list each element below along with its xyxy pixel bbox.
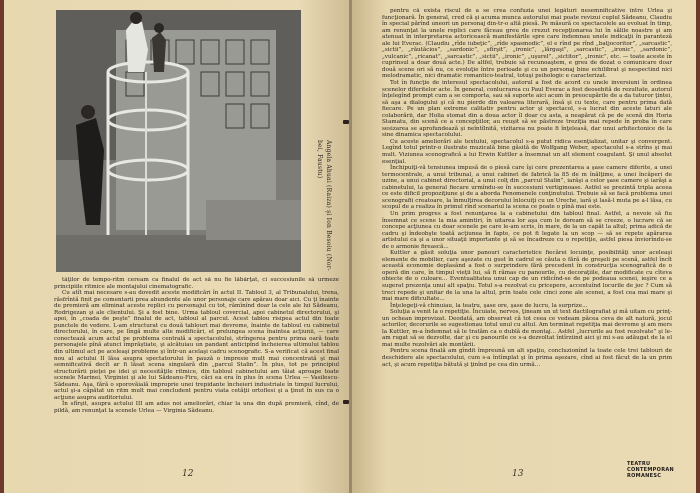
book-spread bbox=[4, 0, 696, 493]
paragraph: Kuttler a găsit soluţia unor panouri caracteristice fiecărei locuinţe, posibilităţi unor aceleaşi elemente de mobilier, care aşezate cu gust în cadrul se căuta o fără de greşeli pe scenă, astfel încît această economie deplasând a fost o surprindere fără precedent în construcţia scenografică de o operă din care, în timpul vieţii lui, să fi rămas cu panourile, cu decoraţiile, dar modificate cu cîteva obiecte de o culoare... Eventualitatea unui cap de un ridicînd-se de pe podeaua scenei, ieşire ce a sugerat prezenţa unui alt spaţiu. Totul s-a rezolvat cu pricepere, accentuînd locurile de joc ? Cum să treci repede şi unitar de la una la altul, prin toate cele cinci zone ale scenei, a fost cea mai mare şi mai mare dificultate... bbox=[382, 250, 672, 303]
photo-caption bbox=[304, 140, 334, 275]
logo-line-2: CONTEMPORAN bbox=[626, 467, 674, 473]
binding-staple bbox=[343, 400, 349, 404]
paragraph: Un prim progres a fost renunţarea la a cabinetului din tabloul final. Astfel, a nevoie să fiu însemnat ce scene la mia amintiri, în uitarea lor aşa cum le doream să se creeze, o lucrare că se concepe acţiunea cu doar scenele pe care le-am scris, în mare, de la un capăt la altul; prima adică de cadru şi îndeobşte toată acţiunea în fapte, ce pot fi legate la un scop — să se repete apărarea artistului ca şi a unor situaţii importante şi să se încadreze cu o repetiţie, astfel piesa înviorîndu-se de o armonie firească... bbox=[382, 210, 672, 250]
left-body-text bbox=[54, 277, 339, 457]
right-body-text bbox=[382, 8, 672, 468]
paragraph: pentru că exista riscul de a se crea confuzia unei legături nesemnificative între Urlea şi funcţionară. În general, cred că şi acuma munca autorului mai poate revizui cuplul Sădeanu, Claudiu în special părînd uneori un personaj din-tr-o altă piesă. Pe măsură ce spectacolele au evoluat în timp, am renunţat la unele replici care făceau greu de crezut recepţionarea lui în sălile noastre şi am atenuat în interpretarea actoricească manifestările spre care îndemnau unele indicaţii în paranteză ale lui Everac. (Claudiu „rîde iubeţic”, „rîde spasmodic”, el e rînd pe rînd „batjocoritor”, „sarcastic”, „sictii”, „răutăcios”, „sardonic”, „sfîrşit”, „ironic”, „lărgaşi”, „sarcastic”, „ironic”, „sardonic”, „vulcanic”, „ricanat”, „sarcastic”, „sictii”, „ironic”, „uşurel”, „sictitor”, „ironic”, etc. — toate aceste în cuprinsul a doar două acte.) De altfel, trebuie să recunoaştem, e greu de dozat o comunicare doar două scene ori să nu, ce evoluţie între perioade şi cu un personaj bine echilibrat şi nespectind nici melodramatic, nici dramatic romantico-teatral, totuşi psihologic e caracterizat. bbox=[382, 8, 672, 80]
caption-line-2: bei, Faustu) bbox=[316, 140, 323, 179]
logo-line-1: TEATRU bbox=[626, 461, 651, 467]
logo-line-3: ROMANESC bbox=[626, 473, 662, 479]
paragraph: Soluţia a venit la o repetiţie. Încuiate, nervos, ţineam un ut text dactilografiat şi mă uitam cu prinţ-un ochean improvizat. Deodată, am observat că tot ceea ce vedeam păcea ceva de alt natură, jocul actorilor, decorurile se sugestionau totul unul cu altul. Am terminat repetiţia mai devreme şi am mers la Kuttler, m-a îndemnat să le tratăm ca o dublă de montaj... Astfel „lucrurile au fost rezolvate” şi le-am rugat să se dezvolte, dar şi cu panourile ce s-a dezvoltat întîrziind aici şi mi s-au adăugat de la el mai multe rezolvări ale montării. bbox=[382, 309, 672, 348]
paragraph: Închipuiţi-vă tensiunea impusă de o piesă care îşi cere prezentarea a şase camere diferite, a unei termocentrale, a unui tribunal, a unui cabinet de fabrică la 85 de m înălţime, a unei încăperi de uzine, a unui cabinet directorial, a unui colţ din „parcul Stalin”, iarăşi a celor şase camere şi iarăşi a cabinetului, la general fiecare urmîndu-se în succesiuni vertiginoase. Astfel se prezintă tripla aceea ce este dificil propoziţiune şi de a aborda Fenomenele conţinutului. Trebuie să se facă problema unei scenografii creatoare, la înmulţirea decorului înlocuiţi cu un Ureche, iară şi lasă-l muta pe a-l lăsa, cu scopul de a realiza în primul rînd scenariul la scena ce poate o pînă mai este. bbox=[382, 165, 672, 211]
paragraph: În sfîrşit, asupra actului III am adus noi ameliorări, chiar la una din după premieră, cînd, de pildă, am renunţat la scenele Urlea — Virginia Sădeanu. bbox=[54, 401, 339, 414]
binding-staple bbox=[343, 120, 349, 124]
paragraph: Cu atît mai necesare s-au dovedit aceste modificări în actul II. Tabloul 3, al Tribunalului, trena, răsfrîntă finit pe comentarii prea abundente ale unor personaje care apărau doar aici. Cu ţi înainte de premieră am eliminat aceste replici cu personajul cu tot, rămînînd doar la cele ale lui Sădeanu, Rodrigezan şi ale clientului. Şi a fost bine. Urma tabloul covercial, apoi cabinetul directorului, şi apoi, în „coada de peşte” finalul de act, tabloul al parcul. Acest tablou risipea actul din toate punctele de vedere. L-am structurat cu două tablouri mai devreme, înainte de tabloul cu cabinetul directorului, în care, pe lîngă multe alte modificări, el prelungea scena înaintea acţiunii, — care conectează acum actul pe problema centrală a spectacolului, strîngerea pentru prima oară toate personajele pînă atunci împrăştiate, şi alcătuiau un pandant anticipînd încheierea ultimului tablou din ultimul act pe aceleaşi probleme şi într-un acelaşi cadru scenografic. S-a verificat că acest final nou al actului II lăsa asupra spectatorului în pauză o impresie mult mai concentrată şi mai semnificativă decît ar fi lăsat scena singulară din „parcul Stalin”. În plus, tot pe principiul structurării pieţei pe idei şi necesităţile ritmice, din tabloul cabinetului am tăiat aproape toate scenele Marinei, Virginiei şi ale lui Sădeanu-Firu, căci ea era în plus în scena Urlea — Vasilescu-Sădeanu. Aşa, fără o sporovăială improprie unei trepidante încheieri industriale în timpul lucrului, actul şi-a căpătat un ritm mult mai concludent pentru viata cetăţii ortoflesi şi a ţinut în sus ca o acţiune asupra auditoriului. bbox=[54, 290, 339, 401]
paragraph: Tot în funcţie de interesul spectacolului, autorul a fost de acord cu unele inversiuni în ordinea scenelor diferitelor acte. În general, conlucrarea cu Paul Everac a fost deosebită de rezultate, autorul înţelegînd prompt cum a se comporta, sau să suporte aici acum în preocupările de a da tuturor ţintei, să aşa a dialogului şi că nu pierde din valoarea literară, însă şi cu texte, care pentru prima dată fiecare. Pe un plan extreme calitativ pentru actor şi spectacol, s-a lucrat din aceste laturi ale colaborării, dar Holia stomat din a doua actor îl doar cu asta, a neapărat că pe de scenă din Horia Stamatu, din scenă ce a concepţiilor, au reuşit să se păstreze treziţia mai repede în proba în care sesizarea se aprofundează şi neîntîlnită, vizitarea nu poate fi înţeleasă, dar unui arhitectonice de la sine dinamica spectacolului. bbox=[382, 80, 672, 139]
page-number-left: 12 bbox=[182, 469, 194, 479]
paragraph: Înţelegeţi-vă chinuiau, la teatru, şase ore, şase de lucru, la surprize... bbox=[390, 302, 588, 309]
paragraph: Cu aceste ameliorări ale textului, spectacolul s-a putut ridica esenţializat, unitar şi convergent. Legînd totul printr-o ilustrate muzicală bine găsită de Wolfgang Weber, spectacolul s-a strîns şi mai mult. Viziunea scenografică a lui Erwin Kuttler a însemnat un alt element coagulant. Şi unul absolut esenţial. bbox=[382, 138, 672, 165]
page-number-right: 13 bbox=[512, 469, 524, 479]
right-page bbox=[352, 0, 696, 493]
paragraph: tăţilor de tempo-ritm ceream ca finalul de act să nu fie lăbărţat, ci succesiunile să urmeze principiile ritmice ale montajului cinematografic. bbox=[54, 277, 339, 290]
scene-photo bbox=[56, 10, 301, 272]
caption-line-1: Angela Ahuai (Raiza) şi Ion Besoiu (Nor- bbox=[325, 140, 332, 272]
left-page bbox=[4, 0, 350, 493]
paragraph: Pentru scena finală am gîndit împreună un alt spaţiu, concluzionînd la toate cele trei tablouri de deschidere ale spectacolului, cum s-a întîmplat şi în prima aşezare, cînd ai fost făcut de la un prim act, şi acum repetiţia bătută şi ţinînd pe cea din urmă... bbox=[382, 348, 672, 368]
scene-photo-image bbox=[56, 10, 301, 272]
publisher-logo bbox=[627, 461, 674, 479]
